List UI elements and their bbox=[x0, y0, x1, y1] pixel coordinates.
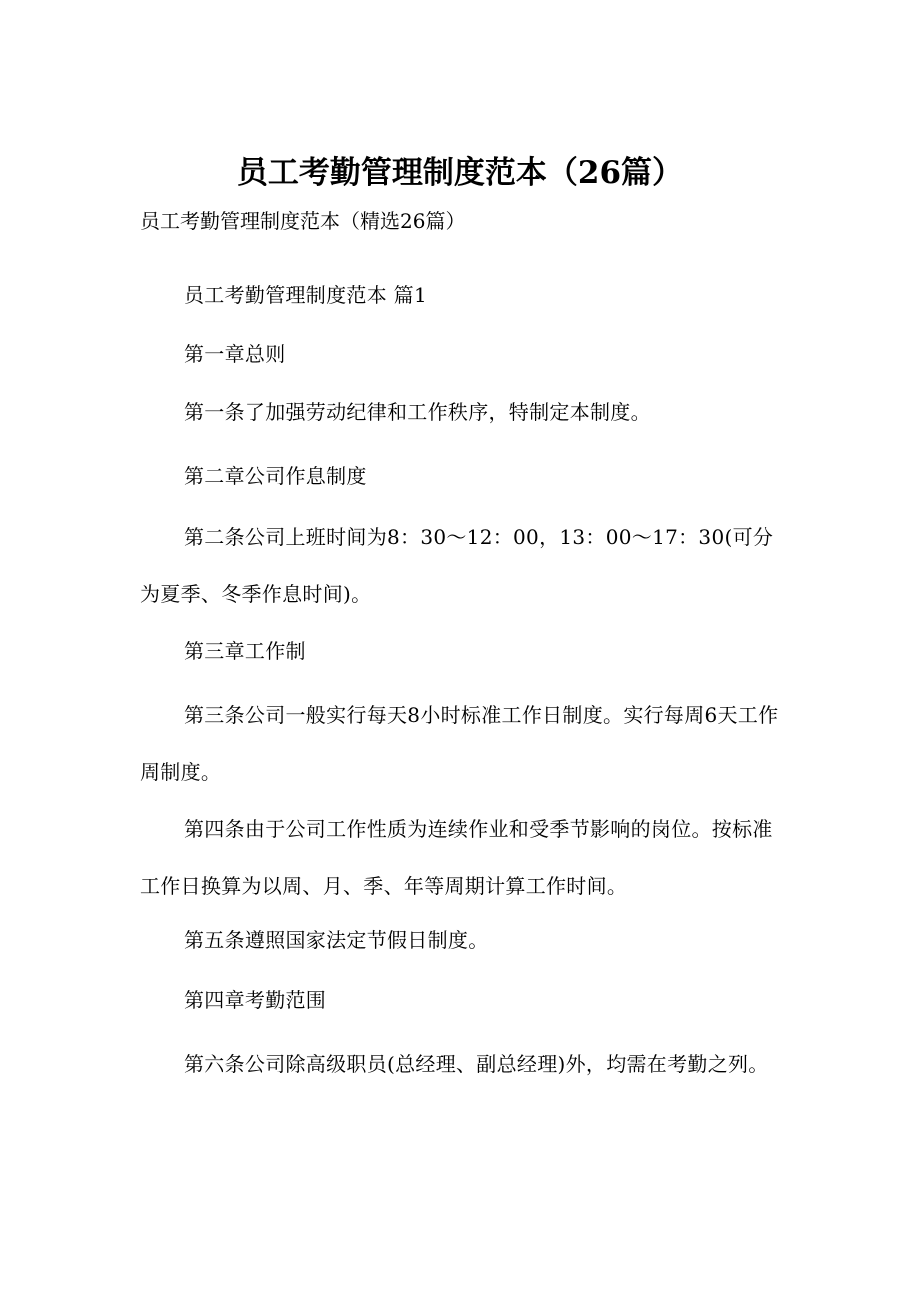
article-paragraph: 第六条公司除高级职员(总经理、副总经理)外，均需在考勤之列。 bbox=[184, 1052, 769, 1076]
article-paragraph: 第四条由于公司工作性质为连续作业和受季节影响的岗位。按标准工作日换算为以周、月、季、年等周期计算工作时间。 bbox=[140, 817, 773, 898]
chapter-heading: 第四章考勤范围 bbox=[184, 988, 327, 1012]
document-subtitle: 员工考勤管理制度范本（精选26篇） bbox=[140, 209, 466, 233]
article-paragraph: 第三条公司一般实行每天8小时标准工作日制度。实行每周6天工作周制度。 bbox=[140, 703, 779, 784]
chapter-heading: 第二章公司作息制度 bbox=[184, 464, 367, 488]
article-paragraph: 第二条公司上班时间为8：30～12：00，13：00～17：30(可分为夏季、冬季作息时间)。 bbox=[140, 525, 774, 606]
chapter-heading: 第一章总则 bbox=[184, 342, 286, 366]
chapter-heading: 第三章工作制 bbox=[184, 639, 306, 663]
document-title: 员工考勤管理制度范本（26篇） bbox=[236, 155, 684, 191]
article-paragraph: 第五条遵照国家法定节假日制度。 bbox=[184, 928, 489, 952]
article-paragraph: 第一条了加强劳动纪律和工作秩序，特制定本制度。 bbox=[184, 400, 651, 424]
section-heading: 员工考勤管理制度范本 篇1 bbox=[184, 283, 427, 307]
